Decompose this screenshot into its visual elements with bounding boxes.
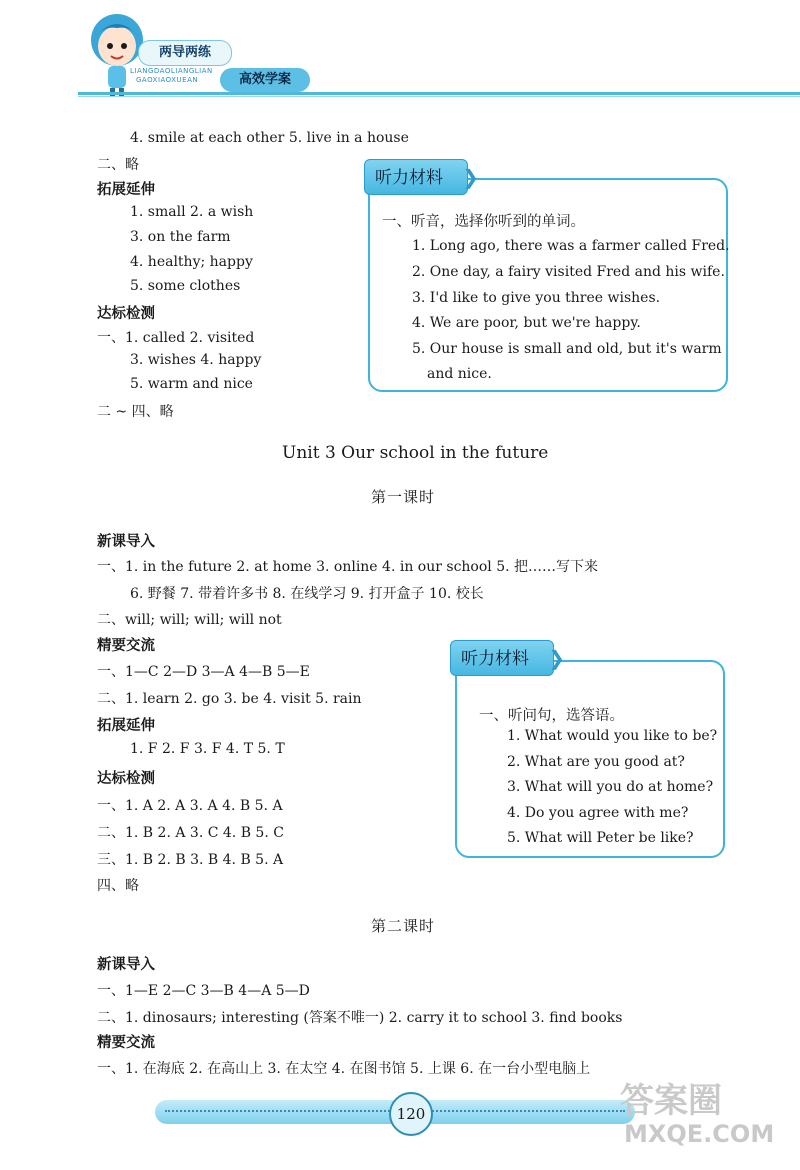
answer-line: 一、1—E 2—C 3—B 4—A 5—D [97, 983, 310, 999]
arrow-icon: ❯ [462, 165, 479, 189]
answer-line: 一、1. called 2. visited [97, 330, 255, 346]
answer-line: 一、1. 在海底 2. 在高山上 3. 在太空 4. 在图书馆 5. 上课 6. 在一台小型电脑上 [97, 1061, 591, 1077]
listening-box [455, 660, 725, 858]
page-number: 120 [389, 1092, 433, 1136]
answer-line: 4. healthy; happy [130, 254, 253, 270]
answer-line: 二、略 [97, 157, 139, 173]
listening-item: 4. Do you agree with me? [507, 805, 689, 821]
answer-line: 3. on the farm [130, 229, 231, 245]
answer-line: 二、1. B 2. A 3. C 4. B 5. C [97, 825, 284, 841]
listening-instruction: 一、听音，选择你听到的单词。 [382, 214, 585, 230]
answer-line: 6. 野餐 7. 带着许多书 8. 在线学习 9. 打开盒子 10. 校长 [130, 586, 484, 602]
listening-item: 2. One day, a fairy visited Fred and his wife. [412, 264, 725, 280]
listening-item: 2. What are you good at? [507, 754, 685, 770]
answer-line: 一、1. in the future 2. at home 3. online 4. in our school 5. 把……写下来 [97, 559, 599, 575]
listening-item: 3. I'd like to give you three wishes. [412, 290, 661, 306]
answer-line: 1. F 2. F 3. F 4. T 5. T [130, 741, 285, 757]
section-heading: 新课导入 [97, 534, 155, 550]
listening-tag: 听力材料 ❯ [450, 640, 554, 676]
listening-item: 5. What will Peter be like? [507, 830, 694, 846]
lesson-title: 第一课时 [371, 488, 436, 506]
page-header [0, 0, 800, 120]
listening-item: 5. Our house is small and old, but it's warm [412, 341, 722, 357]
section-heading: 拓展延伸 [97, 718, 155, 734]
section-heading: 达标检测 [97, 306, 155, 322]
listening-item: 1. Long ago, there was a farmer called Fred. [412, 238, 730, 254]
answer-line: 1. small 2. a wish [130, 204, 254, 220]
section-heading: 精要交流 [97, 1035, 155, 1051]
answer-line: 5. warm and nice [130, 376, 253, 392]
answer-line: 二 ~ 四、略 [97, 404, 174, 420]
answer-line: 三、1. B 2. B 3. B 4. B 5. A [97, 852, 284, 868]
unit-title: Unit 3 Our school in the future [282, 443, 549, 463]
answer-line: 4. smile at each other 5. live in a house [130, 130, 409, 146]
series-name: 两导两练 [138, 40, 232, 66]
answer-line: 5. some clothes [130, 278, 241, 294]
answer-line: 二、1. learn 2. go 3. be 4. visit 5. rain [97, 691, 362, 707]
listening-item: 4. We are poor, but we're happy. [412, 315, 641, 331]
answer-line: 一、1—C 2—D 3—A 4—B 5—E [97, 664, 310, 680]
section-heading: 精要交流 [97, 638, 155, 654]
answer-line: 3. wishes 4. happy [130, 352, 262, 368]
answer-line: 四、略 [97, 878, 139, 894]
section-heading: 达标检测 [97, 771, 155, 787]
section-heading: 新课导入 [97, 957, 155, 973]
pinyin-label: LIANGDAOLIANGLIAN GAOXIAOXUEAN [130, 67, 213, 84]
arrow-icon: ❯ [548, 646, 565, 670]
lesson-title: 第二课时 [371, 917, 436, 935]
watermark: 答案圈 MXQE.COM [620, 1081, 775, 1148]
listening-item: 1. What would you like to be? [507, 728, 718, 744]
answer-line: 二、will; will; will; will not [97, 612, 282, 628]
listening-instruction: 一、听问句，选答语。 [479, 708, 624, 724]
listening-item: and nice. [427, 366, 492, 382]
listening-tag: 听力材料 ❯ [364, 159, 468, 195]
header-rule-thin [78, 96, 800, 97]
answer-line: 二、1. dinosaurs; interesting (答案不唯一) 2. carry it to school 3. find books [97, 1010, 623, 1026]
section-heading: 拓展延伸 [97, 182, 155, 198]
listening-box [368, 178, 728, 392]
listening-item: 3. What will you do at home? [507, 779, 714, 795]
header-rule [78, 92, 800, 95]
answer-line: 一、1. A 2. A 3. A 4. B 5. A [97, 798, 283, 814]
book-type: 高效学案 [220, 68, 310, 92]
